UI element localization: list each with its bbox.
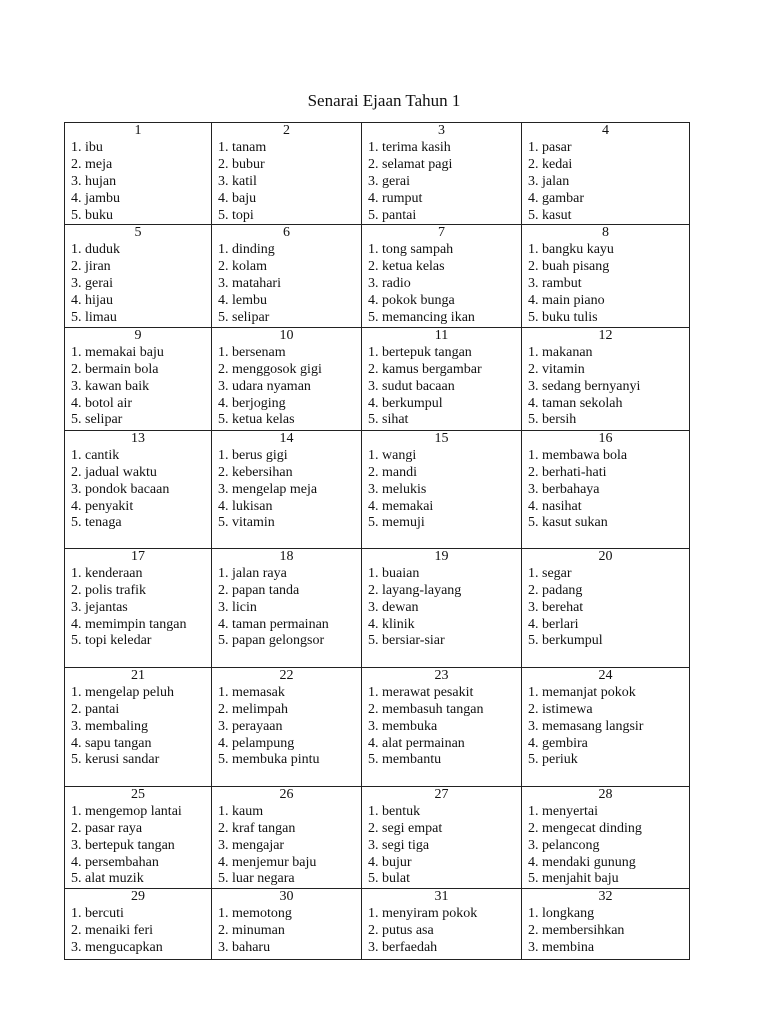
list-cell bbox=[362, 786, 522, 888]
list-number: 32 bbox=[598, 889, 613, 905]
list-item: 3. jalan bbox=[528, 173, 570, 189]
list-cell bbox=[65, 548, 212, 667]
list-item: 5. selipar bbox=[71, 412, 123, 428]
list-item: 3. pelancong bbox=[528, 837, 600, 853]
list-item: 1. berus gigi bbox=[218, 447, 288, 463]
list-item: 5. menjahit baju bbox=[528, 871, 619, 887]
list-item: 4. sapu tangan bbox=[71, 735, 152, 751]
list-item: 1. buaian bbox=[368, 565, 420, 581]
list-number: 12 bbox=[598, 327, 613, 343]
list-item: 1. tong sampah bbox=[368, 242, 454, 258]
list-item: 4. gembira bbox=[528, 735, 588, 751]
list-item: 4. rumput bbox=[368, 190, 423, 206]
list-cell bbox=[65, 786, 212, 888]
list-item: 4. baju bbox=[218, 190, 257, 206]
list-item: 3. berehat bbox=[528, 599, 584, 615]
list-item: 2. membersihkan bbox=[528, 923, 625, 939]
list-item: 2. mengecat dinding bbox=[528, 820, 642, 836]
list-cell bbox=[212, 430, 362, 548]
list-number: 14 bbox=[279, 430, 294, 446]
table-row bbox=[65, 430, 690, 548]
table-row bbox=[65, 667, 690, 786]
list-number: 28 bbox=[598, 786, 613, 802]
list-cell bbox=[362, 327, 522, 430]
list-item: 4. pokok bunga bbox=[368, 293, 455, 309]
list-item: 1. jalan raya bbox=[218, 565, 287, 581]
list-item: 2. segi empat bbox=[368, 820, 443, 836]
list-item: 1. memakai baju bbox=[71, 344, 164, 360]
list-item: 3. gerai bbox=[71, 276, 113, 292]
list-item: 3. membuka bbox=[368, 718, 438, 734]
list-item: 1. pasar bbox=[528, 139, 572, 155]
list-number: 19 bbox=[434, 548, 449, 564]
list-item: 5. vitamin bbox=[218, 515, 275, 531]
list-item: 4. berlari bbox=[528, 616, 579, 632]
list-item: 3. sedang bernyanyi bbox=[528, 378, 641, 394]
list-item: 1. bentuk bbox=[368, 803, 421, 819]
list-cell bbox=[65, 123, 212, 225]
list-cell bbox=[212, 225, 362, 327]
list-item: 2. papan tanda bbox=[218, 582, 300, 598]
list-number: 1 bbox=[134, 123, 142, 138]
list-item: 1. kenderaan bbox=[71, 565, 143, 581]
list-item: 3. melukis bbox=[368, 481, 427, 497]
list-item: 4. memakai bbox=[368, 498, 434, 514]
list-cell bbox=[522, 667, 690, 786]
list-cell bbox=[522, 889, 690, 960]
list-item: 5. buku tulis bbox=[528, 309, 598, 325]
list-item: 3. mengajar bbox=[218, 837, 285, 853]
list-number: 6 bbox=[283, 225, 290, 241]
list-cell bbox=[212, 889, 362, 960]
list-item: 4. berkumpul bbox=[368, 395, 443, 411]
list-cell bbox=[212, 667, 362, 786]
list-item: 2. bermain bola bbox=[71, 361, 159, 377]
list-number: 21 bbox=[131, 667, 145, 683]
list-item: 1. menyiram pokok bbox=[368, 906, 478, 922]
list-item: 3. rambut bbox=[528, 276, 582, 292]
list-item: 1. ibu bbox=[71, 139, 103, 155]
list-item: 1. longkang bbox=[528, 906, 595, 922]
list-cell bbox=[212, 327, 362, 430]
list-item: 4. bujur bbox=[368, 854, 412, 870]
list-item: 1. wangi bbox=[368, 447, 417, 463]
list-item: 2. menggosok gigi bbox=[218, 361, 322, 377]
list-item: 3. radio bbox=[368, 276, 411, 292]
list-item: 1. mengelap peluh bbox=[71, 684, 175, 700]
list-item: 1. memanjat pokok bbox=[528, 684, 636, 700]
list-item: 3. berfaedah bbox=[368, 940, 438, 956]
list-item: 5. ketua kelas bbox=[218, 412, 295, 428]
list-item: 4. menjemur baju bbox=[218, 854, 317, 870]
list-number: 29 bbox=[131, 889, 145, 905]
list-item: 3. licin bbox=[218, 599, 257, 615]
list-item: 2. pantai bbox=[71, 701, 120, 717]
list-item: 2. jadual waktu bbox=[71, 464, 157, 480]
list-item: 5. topi keledar bbox=[71, 633, 152, 649]
list-item: 2. pasar raya bbox=[71, 820, 143, 836]
list-number: 25 bbox=[131, 786, 145, 802]
list-number: 11 bbox=[434, 327, 449, 343]
list-item: 1. bangku kayu bbox=[528, 242, 614, 258]
list-item: 2. ketua kelas bbox=[368, 259, 445, 275]
list-item: 4. klinik bbox=[368, 616, 415, 632]
list-item: 3. mengucapkan bbox=[71, 940, 163, 956]
list-item: 2. putus asa bbox=[368, 923, 434, 939]
list-number: 24 bbox=[598, 667, 613, 683]
list-number: 10 bbox=[279, 327, 294, 343]
list-cell bbox=[522, 123, 690, 225]
list-item: 3. perayaan bbox=[218, 718, 283, 734]
list-item: 4. memimpin tangan bbox=[71, 616, 187, 632]
list-item: 1. bertepuk tangan bbox=[368, 344, 472, 360]
list-item: 1. bersenam bbox=[218, 344, 286, 360]
list-item: 2. minuman bbox=[218, 923, 285, 939]
list-cell bbox=[65, 667, 212, 786]
list-item: 3. membaling bbox=[71, 718, 148, 734]
list-item: 4. lembu bbox=[218, 293, 267, 309]
list-item: 4. botol air bbox=[71, 395, 133, 411]
list-cell bbox=[522, 786, 690, 888]
list-item: 1. merawat pesakit bbox=[368, 684, 474, 700]
list-cell bbox=[362, 548, 522, 667]
list-item: 5. memancing ikan bbox=[368, 309, 475, 325]
list-item: 3. bertepuk tangan bbox=[71, 837, 175, 853]
page-title: Senarai Ejaan Tahun 1 bbox=[307, 91, 461, 110]
list-item: 2. meja bbox=[71, 156, 113, 172]
list-item: 2. bubur bbox=[218, 156, 265, 172]
list-item: 1. dinding bbox=[218, 242, 275, 258]
list-item: 5. memuji bbox=[368, 515, 425, 531]
list-item: 1. kaum bbox=[218, 803, 264, 819]
list-item: 1. membawa bola bbox=[528, 447, 628, 463]
list-number: 23 bbox=[434, 667, 449, 683]
list-item: 2. istimewa bbox=[528, 701, 593, 717]
list-item: 4. taman sekolah bbox=[528, 395, 623, 411]
list-number: 27 bbox=[434, 786, 449, 802]
list-item: 3. jejantas bbox=[71, 599, 128, 615]
list-number: 5 bbox=[134, 225, 142, 241]
list-number: 2 bbox=[283, 123, 290, 138]
list-cell bbox=[362, 430, 522, 548]
list-item: 1. mengemop lantai bbox=[71, 803, 182, 819]
list-item: 1. bercuti bbox=[71, 906, 124, 922]
list-item: 5. pantai bbox=[368, 207, 417, 223]
spelling-table bbox=[64, 122, 690, 960]
list-number: 7 bbox=[438, 225, 445, 241]
list-item: 5. berkumpul bbox=[528, 633, 603, 649]
list-item: 5. kasut bbox=[528, 207, 572, 223]
list-cell bbox=[65, 225, 212, 327]
list-item: 4. lukisan bbox=[218, 498, 273, 514]
list-item: 5. selipar bbox=[218, 309, 270, 325]
list-item: 1. cantik bbox=[71, 447, 120, 463]
list-item: 1. memotong bbox=[218, 906, 292, 922]
list-item: 5. bersiar-siar bbox=[368, 633, 445, 649]
list-cell bbox=[522, 548, 690, 667]
list-item: 5. alat muzik bbox=[71, 871, 144, 887]
list-item: 5. bulat bbox=[368, 871, 410, 887]
list-cell bbox=[362, 889, 522, 960]
list-item: 3. gerai bbox=[368, 173, 410, 189]
list-item: 4. pelampung bbox=[218, 735, 295, 751]
list-item: 3. katil bbox=[218, 173, 257, 189]
list-item: 4. penyakit bbox=[71, 498, 134, 514]
list-item: 2. kolam bbox=[218, 259, 267, 275]
list-number: 18 bbox=[279, 548, 294, 564]
list-item: 3. segi tiga bbox=[368, 837, 430, 853]
list-cell bbox=[522, 225, 690, 327]
list-item: 4. mendaki gunung bbox=[528, 854, 636, 870]
list-item: 4. hijau bbox=[71, 293, 113, 309]
list-item: 1. makanan bbox=[528, 344, 593, 360]
list-item: 3. baharu bbox=[218, 940, 271, 956]
list-item: 4. main piano bbox=[528, 293, 605, 309]
list-item: 5. tenaga bbox=[71, 515, 122, 531]
list-number: 16 bbox=[598, 430, 613, 446]
list-item: 1. terima kasih bbox=[368, 139, 451, 155]
list-item: 4. taman permainan bbox=[218, 616, 329, 632]
list-number: 8 bbox=[602, 225, 609, 241]
table-row bbox=[65, 889, 690, 960]
list-item: 1. memasak bbox=[218, 684, 285, 700]
list-number: 26 bbox=[279, 786, 294, 802]
list-number: 13 bbox=[131, 430, 145, 446]
list-item: 3. mengelap meja bbox=[218, 481, 318, 497]
list-item: 5. kerusi sandar bbox=[71, 752, 160, 768]
list-cell bbox=[212, 786, 362, 888]
list-number: 31 bbox=[434, 889, 449, 905]
list-item: 4. alat permainan bbox=[368, 735, 465, 751]
list-cell bbox=[522, 327, 690, 430]
list-item: 5. topi bbox=[218, 207, 254, 223]
list-item: 2. berhati-hati bbox=[528, 464, 607, 480]
list-item: 2. mandi bbox=[368, 464, 417, 480]
list-item: 5. buku bbox=[71, 207, 113, 223]
list-item: 3. hujan bbox=[71, 173, 117, 189]
list-item: 5. sihat bbox=[368, 412, 409, 428]
list-item: 2. kraf tangan bbox=[218, 820, 296, 836]
list-item: 5. luar negara bbox=[218, 871, 295, 887]
list-cell bbox=[362, 123, 522, 225]
list-item: 2. jiran bbox=[71, 259, 111, 275]
list-item: 2. kedai bbox=[528, 156, 573, 172]
list-item: 2. polis trafik bbox=[71, 582, 147, 598]
list-item: 2. vitamin bbox=[528, 361, 585, 377]
list-item: 5. periuk bbox=[528, 752, 578, 768]
list-item: 4. nasihat bbox=[528, 498, 582, 514]
list-item: 5. membantu bbox=[368, 752, 442, 768]
list-number: 20 bbox=[598, 548, 613, 564]
list-item: 1. segar bbox=[528, 565, 572, 581]
list-item: 3. pondok bacaan bbox=[71, 481, 170, 497]
list-item: 3. memasang langsir bbox=[528, 718, 644, 734]
list-item: 1. menyertai bbox=[528, 803, 598, 819]
list-item: 3. matahari bbox=[218, 276, 281, 292]
list-item: 3. udara nyaman bbox=[218, 378, 311, 394]
list-cell bbox=[362, 667, 522, 786]
list-cell bbox=[65, 327, 212, 430]
list-item: 2. kebersihan bbox=[218, 464, 293, 480]
list-item: 1. tanam bbox=[218, 139, 267, 155]
list-item: 2. padang bbox=[528, 582, 583, 598]
list-item: 5. kasut sukan bbox=[528, 515, 608, 531]
table-row bbox=[65, 548, 690, 667]
list-item: 3. membina bbox=[528, 940, 595, 956]
list-item: 3. berbahaya bbox=[528, 481, 600, 497]
list-number: 3 bbox=[438, 123, 445, 138]
list-item: 5. papan gelongsor bbox=[218, 633, 325, 649]
list-item: 4. berjoging bbox=[218, 395, 286, 411]
list-number: 22 bbox=[279, 667, 294, 683]
list-item: 4. persembahan bbox=[71, 854, 159, 870]
list-item: 2. menaiki feri bbox=[71, 923, 154, 939]
list-item: 2. selamat pagi bbox=[368, 156, 453, 172]
list-item: 2. kamus bergambar bbox=[368, 361, 482, 377]
list-number: 30 bbox=[279, 889, 294, 905]
list-item: 5. limau bbox=[71, 309, 117, 325]
list-item: 4. gambar bbox=[528, 190, 584, 206]
list-number: 4 bbox=[602, 123, 609, 138]
list-number: 15 bbox=[434, 430, 449, 446]
table-row bbox=[65, 327, 690, 430]
list-item: 3. sudut bacaan bbox=[368, 378, 455, 394]
list-item: 2. melimpah bbox=[218, 701, 288, 717]
list-item: 5. membuka pintu bbox=[218, 752, 320, 768]
table-row bbox=[65, 225, 690, 327]
list-cell bbox=[65, 889, 212, 960]
table-row bbox=[65, 786, 690, 888]
list-item: 3. kawan baik bbox=[71, 378, 150, 394]
list-item: 2. buah pisang bbox=[528, 259, 610, 275]
list-cell bbox=[212, 123, 362, 225]
list-cell bbox=[522, 430, 690, 548]
list-item: 2. membasuh tangan bbox=[368, 701, 484, 717]
list-item: 1. duduk bbox=[71, 242, 120, 258]
list-cell bbox=[65, 430, 212, 548]
list-cell bbox=[362, 225, 522, 327]
list-item: 3. dewan bbox=[368, 599, 419, 615]
list-cell bbox=[212, 548, 362, 667]
list-number: 9 bbox=[134, 327, 142, 343]
list-item: 5. bersih bbox=[528, 412, 577, 428]
list-number: 17 bbox=[131, 548, 145, 564]
list-item: 2. layang-layang bbox=[368, 582, 462, 598]
list-item: 4. jambu bbox=[71, 190, 120, 206]
table-row bbox=[65, 123, 690, 225]
